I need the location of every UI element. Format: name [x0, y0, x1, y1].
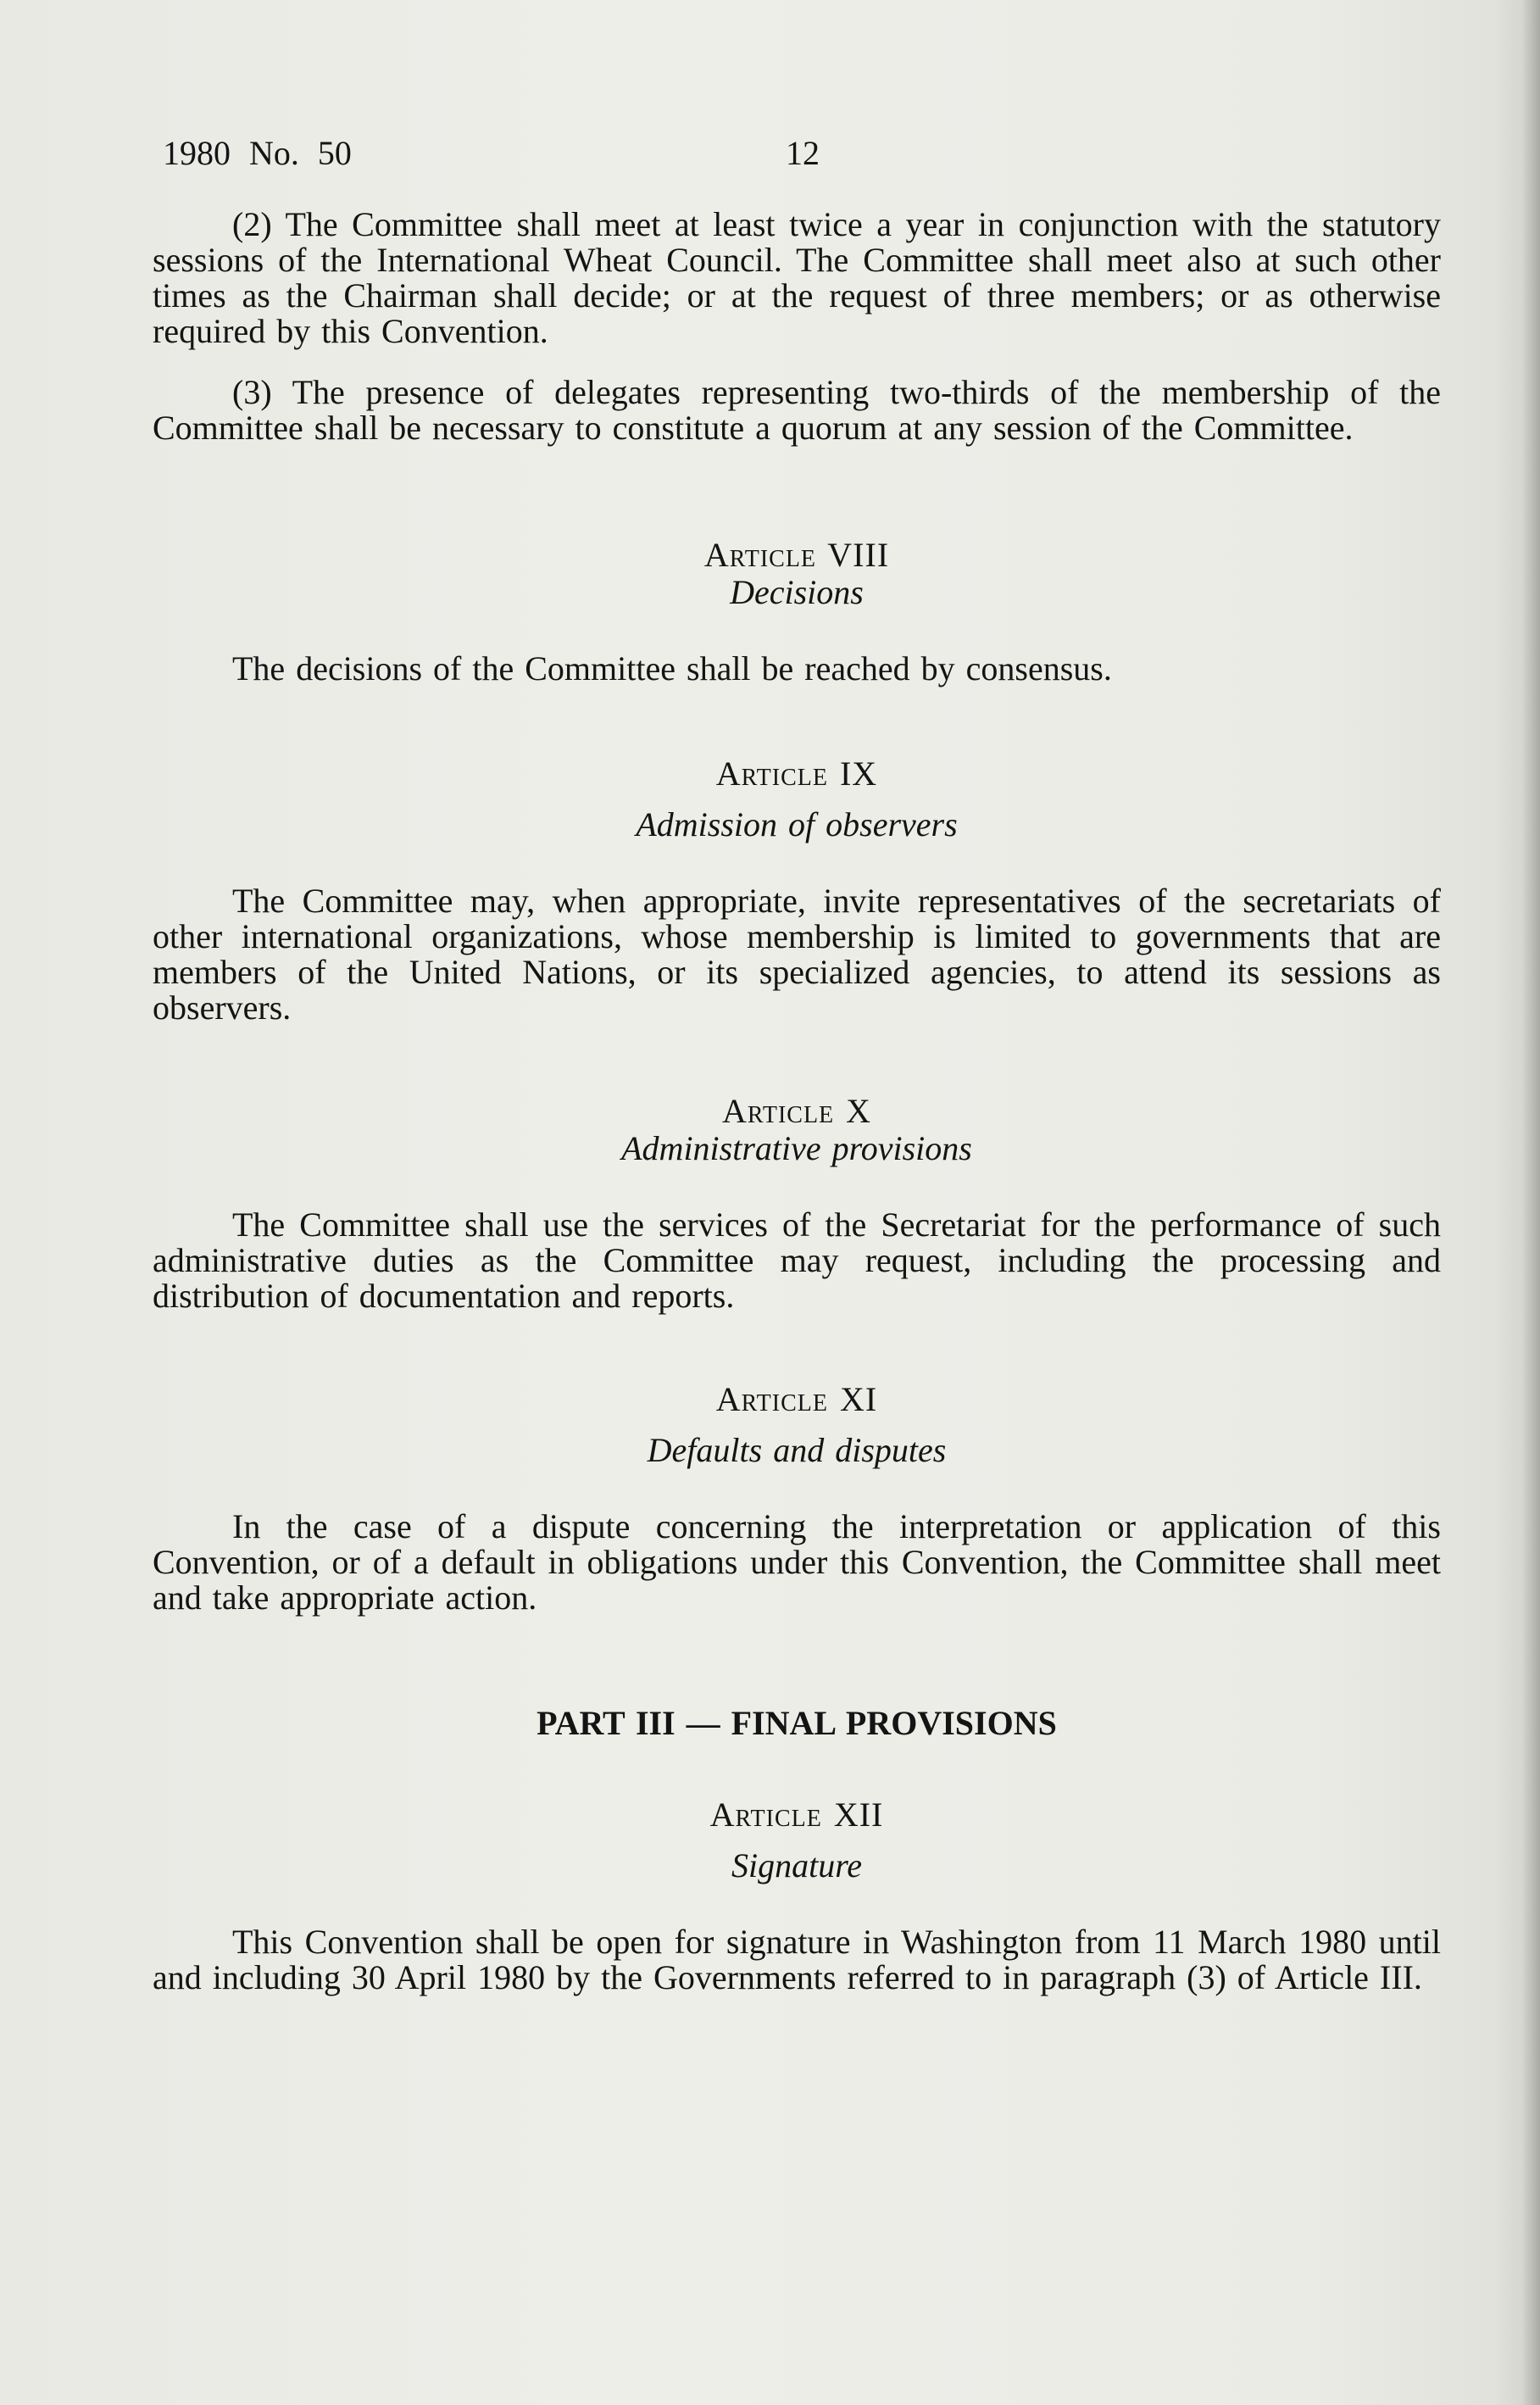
book-spine-edge	[1521, 0, 1540, 2405]
article-title: Admission of observers	[636, 805, 958, 843]
statute-year-number: 1980 No. 50	[163, 134, 352, 172]
part-iii	[153, 1706, 1441, 1741]
article-xi	[153, 1382, 1441, 1616]
article-x	[153, 1094, 1441, 1314]
article-heading: Article XII	[709, 1795, 884, 1834]
page-header	[163, 136, 1441, 186]
article-title: Administrative provisions	[621, 1129, 972, 1167]
article-body: This Convention shall be open for signature in Washington from 11 March 1980 until and including 30 April 1980 by the Governments referred to in paragraph (3) of Article III.	[153, 1923, 1441, 1996]
article-heading: Article VIII	[703, 536, 890, 574]
article-body: The Committee may, when appropriate, invite representatives of the secretariats of other international organizations, whose membership is limited to governments that are members of the United Nations, or its specialized agencies, to attend its sessions as observers.	[153, 882, 1441, 1027]
article-title: Defaults and disputes	[647, 1431, 947, 1469]
paragraph-2: (2) The Committee shall meet at least twice a year in conjunction with the statutory sessions of the International Wheat Council. The Committee shall meet also at such other times as the Chairman shall decide; or at the request of three members; or as otherwise required by this Convention.	[153, 205, 1441, 350]
article-xii	[153, 1797, 1441, 1996]
page-number: 12	[786, 134, 820, 172]
article-heading: Article XI	[715, 1380, 878, 1418]
article-body: The decisions of the Committee shall be reached by consensus.	[232, 649, 1112, 688]
article-heading: Article IX	[715, 754, 878, 793]
article-viii	[153, 537, 1441, 687]
article-title: Decisions	[730, 573, 864, 611]
document-page	[153, 136, 1441, 1996]
article-body: The Committee shall use the services of the Secretariat for the performance of such administrative duties as the Committee may request, including the processing and distribution of documentation and reports.	[153, 1205, 1441, 1315]
paragraph-3: (3) The presence of delegates representing two-thirds of the membership of the Committee shall be necessary to constitute a quorum at any session of the Committee.	[153, 373, 1441, 447]
article-body: In the case of a dispute concerning the interpretation or application of this Convention, or of a default in obligations under this Convention, the Committee shall meet and take appropriate action.	[153, 1507, 1441, 1617]
part-heading: PART III — FINAL PROVISIONS	[536, 1704, 1057, 1742]
article-heading: Article X	[721, 1092, 872, 1130]
article-ix	[153, 756, 1441, 1026]
article-title: Signature	[731, 1846, 863, 1884]
